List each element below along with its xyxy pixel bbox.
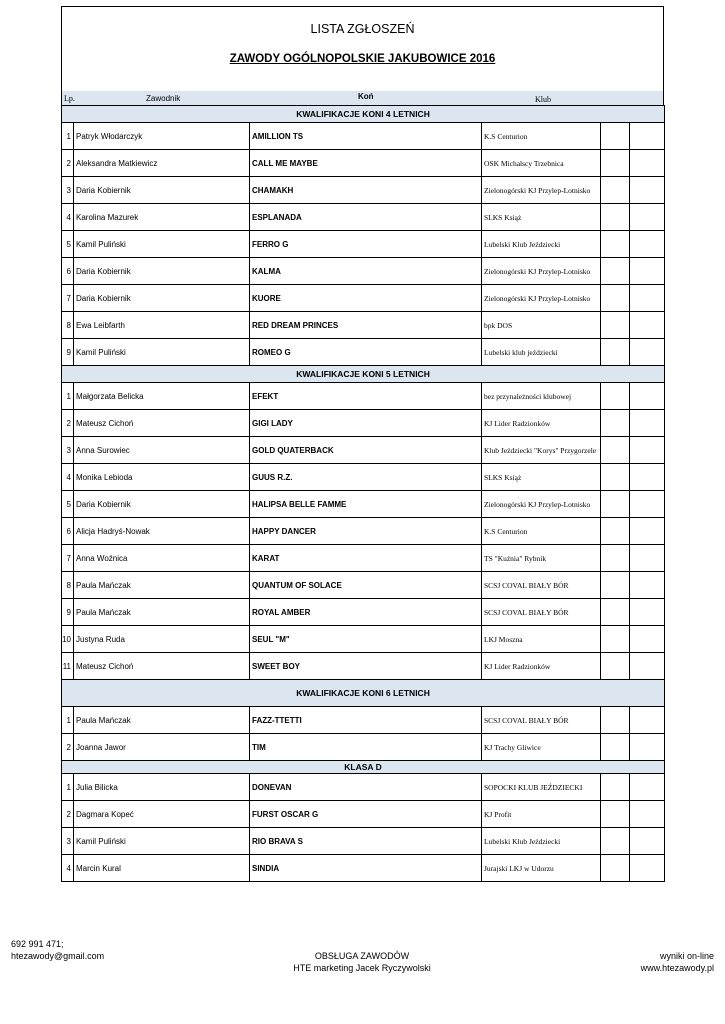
blank-cell [601,801,630,828]
blank-cell [601,626,630,653]
table-row [62,572,665,599]
horse-name: FURST OSCAR G [250,801,482,828]
blank-cell [601,855,630,882]
table-row [62,204,665,231]
blank-cell [601,204,630,231]
table-row [62,626,665,653]
rider-name: Julia Bilicka [74,774,250,801]
blank-cell [630,734,665,761]
club-name: SLKS Książ [482,204,601,231]
footer-phone: 692 991 471; [11,939,64,949]
blank-cell [630,545,665,572]
blank-cell [630,285,665,312]
blank-cell [630,855,665,882]
blank-cell [630,774,665,801]
title-block [61,6,664,91]
entry-number: 10 [62,626,74,653]
rider-name: Dagmara Kopeć [74,801,250,828]
section-header [62,366,665,383]
entry-number: 2 [62,150,74,177]
blank-cell [630,339,665,366]
rider-name: Marcin Kural [74,855,250,882]
blank-cell [630,410,665,437]
section-title: KWALIFIKACJE KONI 6 LETNICH [62,680,665,707]
rider-name: Małgorzata Belicka [74,383,250,410]
blank-cell [601,707,630,734]
rider-name: Daria Kobiernik [74,491,250,518]
blank-cell [601,828,630,855]
section-title: KWALIFIKACJE KONI 4 LETNICH [62,106,665,123]
club-name: Zielonogórski KJ Przylep-Lotnisko [482,491,601,518]
club-name: SLKS Książ [482,464,601,491]
horse-name: GIGI LADY [250,410,482,437]
table-row [62,437,665,464]
blank-cell [601,383,630,410]
rider-name: Paula Mańczak [74,572,250,599]
club-name: K.S Centurion [482,518,601,545]
blank-cell [630,801,665,828]
blank-cell [601,258,630,285]
entry-number: 1 [62,707,74,734]
header-lp: Lp. [64,94,75,103]
entry-number: 2 [62,734,74,761]
section-header [62,106,665,123]
table-row [62,312,665,339]
header-klub: Klub [535,95,551,104]
blank-cell [601,518,630,545]
footer-service-label: OBSŁUGA ZAWODÓW [314,951,410,961]
entry-number: 11 [62,653,74,680]
header-kon: Koń [358,92,374,101]
blank-cell [601,437,630,464]
section-title: KWALIFIKACJE KONI 5 LETNICH [62,366,665,383]
blank-cell [630,599,665,626]
table-row [62,123,665,150]
blank-cell [630,707,665,734]
entry-number: 2 [62,801,74,828]
club-name: Zielonogórski KJ Przylep-Lotnisko [482,177,601,204]
horse-name: ROYAL AMBER [250,599,482,626]
horse-name: CHAMAKH [250,177,482,204]
blank-cell [601,599,630,626]
horse-name: SINDIA [250,855,482,882]
blank-cell [601,464,630,491]
blank-cell [630,464,665,491]
entry-number: 9 [62,599,74,626]
footer-contact [11,938,104,962]
column-header-row [61,91,664,105]
blank-cell [601,177,630,204]
club-name: SCSJ COVAL BIAŁY BÓR [482,599,601,626]
entry-number: 3 [62,177,74,204]
table-row [62,828,665,855]
rider-name: Justyna Ruda [74,626,250,653]
blank-cell [630,653,665,680]
blank-cell [630,518,665,545]
horse-name: RIO BRAVA S [250,828,482,855]
blank-cell [630,204,665,231]
table-row [62,653,665,680]
rider-name: Karolina Mazurek [74,204,250,231]
horse-name: AMILLION TS [250,123,482,150]
club-name: SOPOCKI KLUB JEŹDZIECKI [482,774,601,801]
table-row [62,855,665,882]
blank-cell [630,383,665,410]
club-name: KJ Lider Radzionków [482,653,601,680]
rider-name: Anna Surowiec [74,437,250,464]
club-name: Jurajski LKJ w Udorzu [482,855,601,882]
horse-name: CALL ME MAYBE [250,150,482,177]
club-name: bpk DOS [482,312,601,339]
footer-company: HTE marketing Jacek Ryczywolski [293,963,431,973]
entry-number: 2 [62,410,74,437]
table-row [62,231,665,258]
blank-cell [630,572,665,599]
horse-name: HAPPY DANCER [250,518,482,545]
table-row [62,734,665,761]
footer-online-label: wyniki on-line [659,951,714,961]
horse-name: RED DREAM PRINCES [250,312,482,339]
entry-number: 3 [62,828,74,855]
club-name: Lubelski Klub Jeździecki [482,828,601,855]
rider-name: Daria Kobiernik [74,177,250,204]
entry-number: 4 [62,464,74,491]
blank-cell [630,626,665,653]
club-name: Lubelski Klub Jeździecki [482,231,601,258]
footer-website: www.htezawody.pl [640,963,714,973]
footer-email: htezawody@gmail.com [11,951,105,961]
rider-name: Kamil Puliński [74,828,250,855]
table-row [62,177,665,204]
rider-name: Joanna Jawor [74,734,250,761]
horse-name: ESPLANADA [250,204,482,231]
blank-cell [601,545,630,572]
table-row [62,774,665,801]
entry-number: 6 [62,518,74,545]
footer-organizer [282,950,442,974]
blank-cell [601,285,630,312]
horse-name: KUORE [250,285,482,312]
blank-cell [601,150,630,177]
rider-name: Alicja Hadryś-Nowak [74,518,250,545]
entry-number: 1 [62,774,74,801]
table-row [62,339,665,366]
entry-number: 1 [62,383,74,410]
club-name: KJ Trachy Gliwice [482,734,601,761]
horse-name: EFEKT [250,383,482,410]
entry-number: 1 [62,123,74,150]
section-header [62,680,665,707]
blank-cell [601,410,630,437]
horse-name: QUANTUM OF SOLACE [250,572,482,599]
horse-name: SEUL "M" [250,626,482,653]
entry-number: 3 [62,437,74,464]
entry-number: 4 [62,855,74,882]
club-name: Zielonogórski KJ Przylep-Lotnisko [482,285,601,312]
entry-number: 5 [62,491,74,518]
section-header [62,761,665,774]
table-row [62,150,665,177]
rider-name: Mateusz Cichoń [74,410,250,437]
entries-table [61,105,665,882]
club-name: Lubelski klub jeździecki [482,339,601,366]
table-row [62,518,665,545]
event-subtitle: ZAWODY OGÓLNOPOLSKIE JAKUBOWICE 2016 [229,53,496,65]
rider-name: Kamil Puliński [74,231,250,258]
entry-number: 5 [62,231,74,258]
rider-name: Kamil Puliński [74,339,250,366]
blank-cell [630,828,665,855]
club-name: Zielonogórski KJ Przylep-Lotnisko [482,258,601,285]
club-name: SCSJ COVAL BIAŁY BÓR [482,707,601,734]
horse-name: HALIPSA BELLE FAMME [250,491,482,518]
blank-cell [601,653,630,680]
blank-cell [630,437,665,464]
entry-number: 4 [62,204,74,231]
entry-list-sheet [61,6,664,882]
club-name: LKJ Moszna [482,626,601,653]
entry-number: 8 [62,572,74,599]
rider-name: Paula Mańczak [74,707,250,734]
blank-cell [601,339,630,366]
table-row [62,707,665,734]
table-row [62,410,665,437]
section-title: KLASA D [62,761,665,774]
rider-name: Ewa Leibfarth [74,312,250,339]
table-row [62,285,665,312]
table-row [62,258,665,285]
entry-number: 7 [62,285,74,312]
blank-cell [630,123,665,150]
blank-cell [601,312,630,339]
club-name: SCSJ COVAL BIAŁY BÓR [482,572,601,599]
table-row [62,801,665,828]
header-zawodnik: Zawodnik [146,94,181,103]
club-name: OSK Michalscy Trzebnica [482,150,601,177]
rider-name: Paula Mańczak [74,599,250,626]
club-name: KJ Lider Radzionków [482,410,601,437]
rider-name: Monika Lebioda [74,464,250,491]
blank-cell [630,231,665,258]
rider-name: Daria Kobiernik [74,258,250,285]
blank-cell [630,150,665,177]
table-row [62,599,665,626]
club-name: TS "Kuźnia" Rybnik [482,545,601,572]
blank-cell [630,258,665,285]
blank-cell [630,312,665,339]
blank-cell [601,231,630,258]
horse-name: SWEET BOY [250,653,482,680]
rider-name: Aleksandra Matkiewicz [74,150,250,177]
horse-name: FAZZ-TTETTI [250,707,482,734]
blank-cell [601,734,630,761]
blank-cell [601,491,630,518]
table-row [62,383,665,410]
horse-name: ROMEO G [250,339,482,366]
entry-number: 9 [62,339,74,366]
rider-name: Daria Kobiernik [74,285,250,312]
blank-cell [601,774,630,801]
club-name: KJ Profit [482,801,601,828]
table-row [62,545,665,572]
rider-name: Anna Woźnica [74,545,250,572]
horse-name: GOLD QUATERBACK [250,437,482,464]
horse-name: KARAT [250,545,482,572]
horse-name: GUUS R.Z. [250,464,482,491]
horse-name: KALMA [250,258,482,285]
entry-number: 6 [62,258,74,285]
blank-cell [630,491,665,518]
club-name: bez przynależności klubowej [482,383,601,410]
blank-cell [601,123,630,150]
club-name: Klub Jeździecki "Korys" Przygorzele [482,437,601,464]
page-title: LISTA ZGŁOSZEŃ [310,22,415,36]
entry-number: 8 [62,312,74,339]
horse-name: FERRO G [250,231,482,258]
blank-cell [601,572,630,599]
club-name: K.S Centurion [482,123,601,150]
table-row [62,491,665,518]
entry-number: 7 [62,545,74,572]
rider-name: Mateusz Cichoń [74,653,250,680]
rider-name: Patryk Włodarczyk [74,123,250,150]
footer-results [641,950,714,974]
horse-name: TIM [250,734,482,761]
table-row [62,464,665,491]
blank-cell [630,177,665,204]
horse-name: DONEVAN [250,774,482,801]
